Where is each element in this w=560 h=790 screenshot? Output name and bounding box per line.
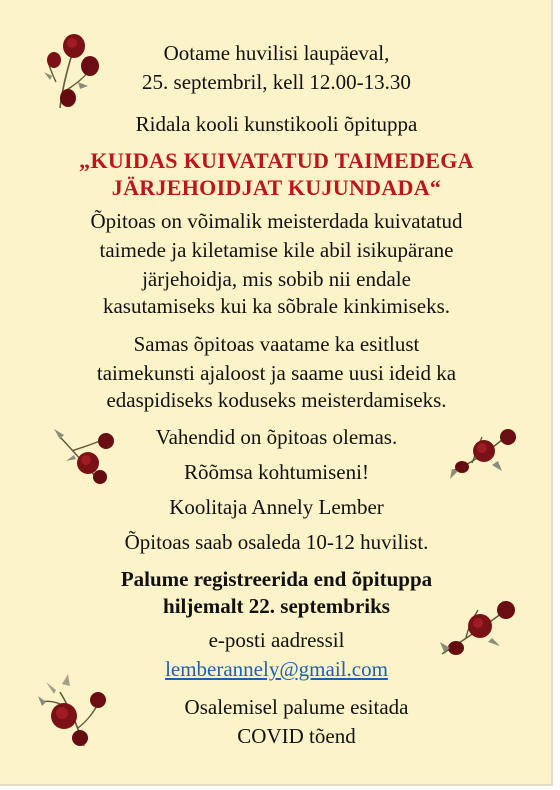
email-label: e-posti aadressil (208, 628, 345, 652)
event-date: 25. septembril, kell 12.00-13.30 (142, 70, 411, 94)
registration-deadline: hiljemalt 22. septembriks (163, 594, 390, 618)
description-line: kasutamiseks kui ka sõbrale kinkimiseks. (102, 294, 451, 318)
workshop-title: JÄRJEHOIDJAT KUJUNDADA“ (111, 175, 442, 200)
event-location: Ridala kooli kunstikooli õpituppa (135, 112, 418, 136)
workshop-title: „KUIDAS KUIVATATUD TAIMEDEGA (79, 148, 474, 173)
email-link[interactable]: lemberannely@gmail.com (165, 657, 388, 681)
description-line: järjehoidja, mis sobib nii endale (142, 267, 411, 291)
trainer-name: Koolitaja Annely Lember (169, 495, 384, 519)
history-line: taimekunsti ajaloost ja saame uusi ideid ka (96, 361, 457, 385)
covid-note: COVID tõend (237, 724, 356, 748)
capacity-note: Õpitoas saab osaleda 10-12 huvilist. (124, 530, 429, 554)
covid-note: Osalemisel palume esitada (184, 695, 409, 719)
tools-note: Vahendid on õpitoas olemas. (155, 425, 398, 449)
history-line: edaspidiseks koduseks meisterdamiseks. (106, 388, 447, 412)
greeting: Rõõmsa kohtumiseni! (184, 460, 369, 484)
intro-line: Ootame huvilisi laupäeval, (163, 41, 390, 65)
description-line: taimede ja kiletamise kile abil isikupärane (99, 238, 454, 262)
history-line: Samas õpitoas vaatame ka esitlust (133, 332, 420, 356)
description-line: Õpitoas on võimalik meisterdada kuivatatud (90, 209, 463, 233)
registration-line: Palume registreerida end õpituppa (120, 567, 433, 591)
